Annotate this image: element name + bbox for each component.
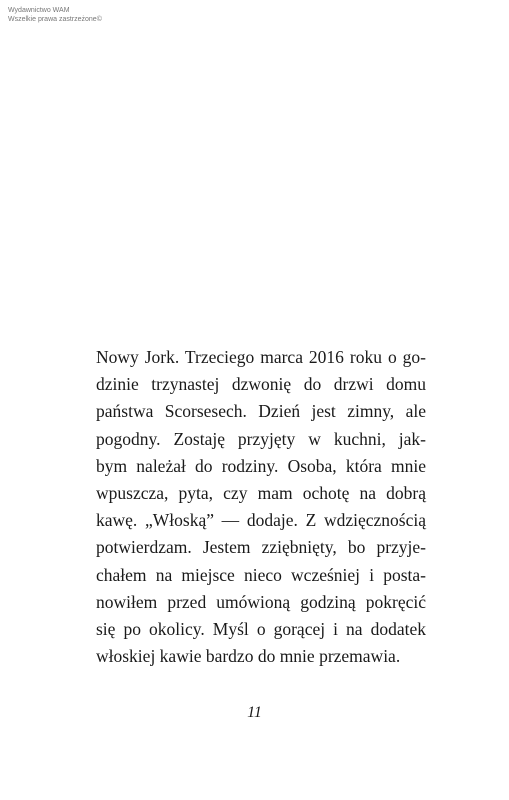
- body-paragraph: [96, 344, 426, 670]
- text-line: dzinie trzynastej dzwonię do drzwi domu: [96, 374, 426, 395]
- text-line: pogodny. Zostaję przyjęty w kuchni, jak-: [96, 428, 426, 449]
- text-line: państwa Scorsesech. Dzień jest zimny, ale: [96, 401, 426, 422]
- page-number: 11: [247, 704, 262, 721]
- text-line: chałem na miejsce nieco wcześniej i posta-: [96, 564, 426, 585]
- text-line: włoskiej kawie bardzo do mnie przemawia.: [96, 646, 401, 667]
- text-line: Nowy Jork. Trzeciego marca 2016 roku o go-: [96, 347, 426, 367]
- text-line: wpuszcza, pyta, czy mam ochotę na dobrą: [96, 482, 426, 503]
- text-line: nowiłem przed umówioną godziną pokręcić: [96, 591, 426, 612]
- text-line: się po okolicy. Myśl o gorącej i na dodatek: [96, 618, 426, 639]
- text-line: bym należał do rodziny. Osoba, która mnie: [96, 455, 426, 476]
- publisher-name: Wydawnictwo WAM: [8, 7, 70, 14]
- rights-notice: Wszelkie prawa zastrzeżone©: [8, 16, 102, 23]
- text-line: potwierdzam. Jestem zziębnięty, bo przyje-: [96, 537, 426, 558]
- publisher-notice: [8, 6, 102, 24]
- text-line: kawę. „Włoską” — dodaje. Z wdzięcznością: [96, 510, 426, 531]
